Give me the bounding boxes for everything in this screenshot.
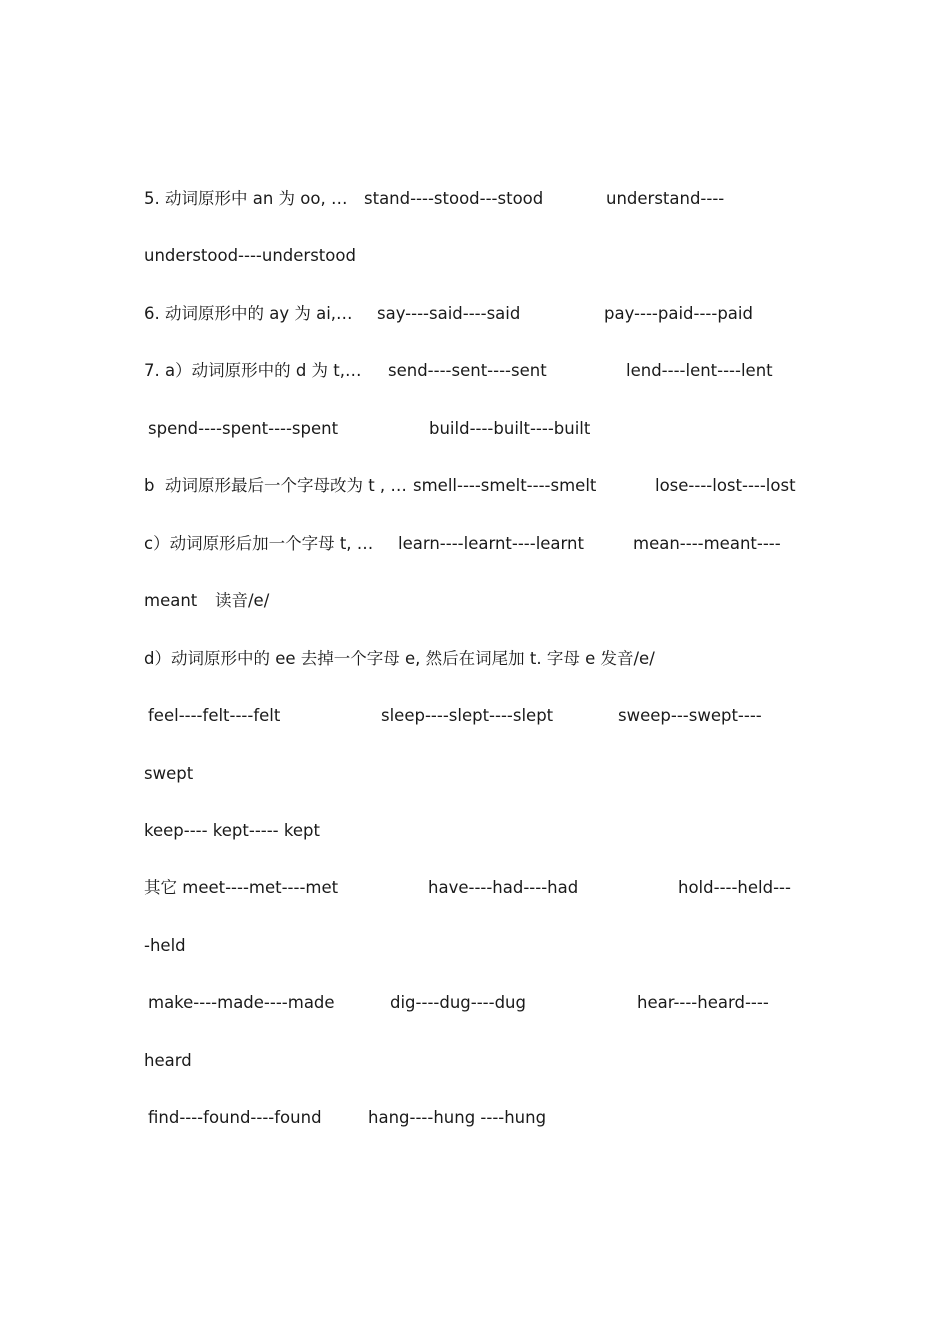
verb-forms: -held	[144, 936, 186, 955]
rule-label: 7. a）动词原形中的 d 为 t,…	[144, 361, 362, 380]
verb-forms: understood----understood	[144, 246, 356, 265]
verb-forms: lend----lent----lent	[626, 361, 773, 380]
rule-label: 其它 meet----met----met	[144, 878, 339, 897]
verb-forms: build----built----built	[429, 419, 591, 438]
rule-label: b 动词原形最后一个字母改为 t , …	[144, 476, 407, 495]
rule-label: d）动词原形中的 ee 去掉一个字母 e, 然后在词尾加 t. 字母 e 发音/e/	[144, 649, 655, 668]
rule-label: 6. 动词原形中的 ay 为 ai,…	[144, 304, 353, 323]
verb-forms: find----found----found	[148, 1108, 322, 1127]
verb-forms: hang----hung ----hung	[368, 1108, 547, 1127]
verb-forms: have----had----had	[428, 878, 579, 897]
verb-forms: learn----learnt----learnt	[398, 534, 584, 553]
verb-forms: send----sent----sent	[388, 361, 547, 380]
verb-forms: keep---- kept----- kept	[144, 821, 320, 840]
verb-forms: swept	[144, 764, 194, 783]
verb-forms: meant	[144, 591, 198, 610]
verb-forms: stand----stood---stood	[364, 189, 544, 208]
verb-forms: say----said----said	[377, 304, 521, 323]
verb-forms: make----made----made	[148, 993, 335, 1012]
verb-forms: hear----heard----	[637, 993, 769, 1012]
verb-forms: sleep----slept----slept	[381, 706, 554, 725]
rule-label: 5. 动词原形中 an 为 oo, …	[144, 189, 348, 208]
verb-forms: heard	[144, 1051, 192, 1070]
verb-forms: sweep---swept----	[618, 706, 762, 725]
verb-forms: dig----dug----dug	[390, 993, 526, 1012]
verb-forms: smell----smelt----smelt	[413, 476, 597, 495]
verb-forms: pay----paid----paid	[604, 304, 753, 323]
verb-forms: lose----lost----lost	[655, 476, 796, 495]
rule-label: c）动词原形后加一个字母 t, …	[144, 534, 374, 553]
verb-forms: spend----spent----spent	[148, 419, 339, 438]
verb-forms: hold----held---	[678, 878, 791, 897]
pronunciation-note: 读音/e/	[215, 591, 270, 610]
verb-forms: mean----meant----	[633, 534, 781, 553]
verb-forms: feel----felt----felt	[148, 706, 281, 725]
verb-forms: understand----	[606, 189, 725, 208]
